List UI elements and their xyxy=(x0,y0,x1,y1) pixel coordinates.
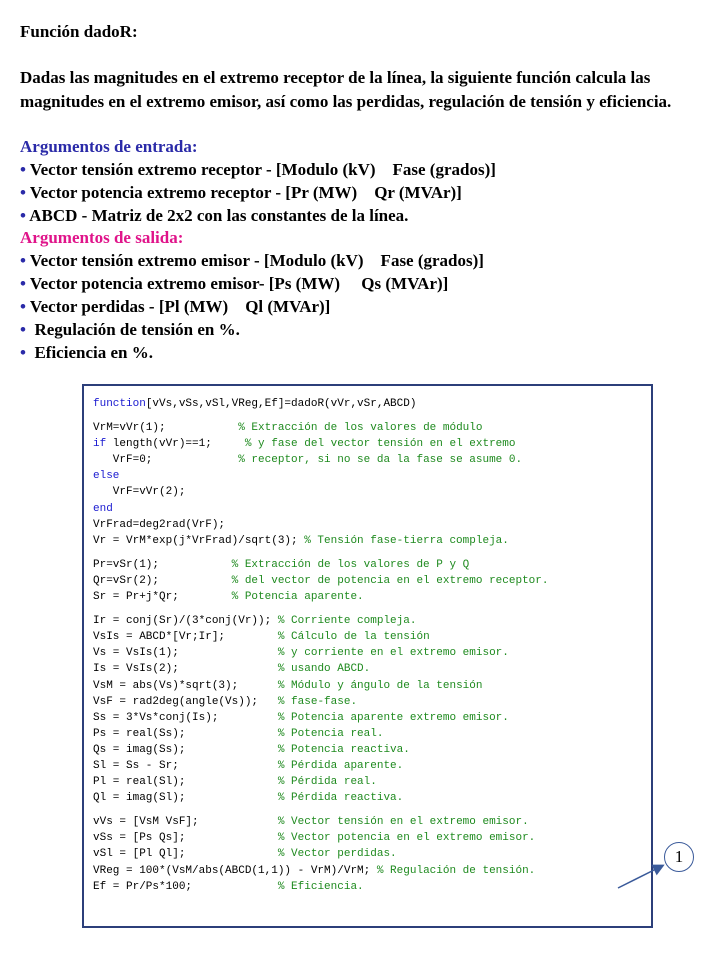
code-statement: Ir = conj(Sr)/(3*conj(Vr)); xyxy=(93,615,278,628)
code-statement: vSs = [Ps Qs]; xyxy=(93,832,278,845)
code-comment: % fase-fase. xyxy=(277,695,358,708)
code-comment: % Extracción de los valores de P y Q xyxy=(231,558,470,571)
code-comment: % Potencia aparente extremo emisor. xyxy=(277,711,509,724)
code-comment: % Cálculo de la tensión xyxy=(277,631,430,644)
output-item-text: Eficiencia en %. xyxy=(30,343,153,362)
code-comment: % del vector de potencia en el extremo receptor. xyxy=(231,574,549,587)
code-statement: vSl = [Pl Ql]; xyxy=(93,848,278,861)
code-statement: Ps = real(Ss); xyxy=(93,727,278,740)
code-statement: Ql = imag(Sl); xyxy=(93,792,278,805)
code-comment: % Tensión fase-tierra compleja. xyxy=(304,534,509,547)
code-statement: Qr=vSr(2); xyxy=(93,574,232,587)
output-item-text: Regulación de tensión en %. xyxy=(30,320,240,339)
code-statement: VsIs = ABCD*[Vr;Ir]; xyxy=(93,631,278,644)
code-statement: VrF=vVr(2); xyxy=(93,486,186,499)
code-comment: % usando ABCD. xyxy=(277,663,371,676)
callout-number-marker: 1 xyxy=(664,842,694,872)
code-statement: Sr = Pr+j*Qr; xyxy=(93,591,232,604)
output-arguments-title: Argumentos de salida: xyxy=(20,228,184,247)
code-statement: VsF = rad2deg(angle(Vs)); xyxy=(93,695,278,708)
code-keyword: else xyxy=(93,470,120,483)
intro-paragraph: Dadas las magnitudes en el extremo receptor de la línea, la siguiente función calcula las magnitudes en el extremo emisor, así como las perdidas, regulación de tensión y eficiencia. xyxy=(20,68,672,111)
bullet-icon: • xyxy=(20,274,30,293)
code-statement: VsM = abs(Vs)*sqrt(3); xyxy=(93,679,278,692)
code-comment: % Eficiencia. xyxy=(277,880,364,893)
code-comment: % y corriente en el extremo emisor. xyxy=(277,647,509,660)
code-comment: % receptor, si no se da la fase se asume 0. xyxy=(238,454,523,467)
code-comment: % Corriente compleja. xyxy=(277,615,417,628)
page-title: Función dadoR: xyxy=(20,22,138,41)
code-comment: % Regulación de tensión. xyxy=(376,864,536,877)
code-comment: % Pérdida aparente. xyxy=(277,759,404,772)
input-item-text: Vector tensión extremo receptor - [Modulo (kV) Fase (grados)] xyxy=(29,160,496,179)
bullet-icon: • xyxy=(20,160,30,179)
code-keyword: function xyxy=(93,398,146,410)
input-arguments-title: Argumentos de entrada: xyxy=(20,137,198,156)
bullet-icon: • xyxy=(20,297,30,316)
code-comment: % Potencia real. xyxy=(277,727,384,740)
code-comment: % Extracción de los valores de módulo xyxy=(238,422,483,435)
code-statement: VReg = 100*(VsM/abs(ABCD(1,1)) - VrM)/VrM; xyxy=(93,864,377,877)
code-comment: % Potencia aparente. xyxy=(231,591,364,604)
code-statement: VrFrad=deg2rad(VrF); xyxy=(93,518,226,531)
code-statement: VrM=vVr(1); xyxy=(93,422,239,435)
code-keyword: if xyxy=(93,438,107,451)
bullet-icon: • xyxy=(20,343,31,362)
code-comment: % Módulo y ángulo de la tensión xyxy=(277,679,483,692)
bullet-icon: • xyxy=(20,183,30,202)
code-comment: % Pérdida real. xyxy=(277,776,377,789)
code-comment: % Pérdida reactiva. xyxy=(277,792,404,805)
code-statement: Sl = Ss - Sr; xyxy=(93,759,278,772)
bullet-icon: • xyxy=(20,320,31,339)
bullet-icon: • xyxy=(20,251,30,270)
code-comment: % Vector tensión en el extremo emisor. xyxy=(277,816,529,829)
code-statement: Ef = Pr/Ps*100; xyxy=(93,880,278,893)
code-statement: Is = VsIs(2); xyxy=(93,663,278,676)
code-statement: vVs = [VsM VsF]; xyxy=(93,816,278,829)
output-item-text: Vector potencia extremo emisor- [Ps (MW) Qs (MVAr)] xyxy=(29,274,449,293)
code-statement: Vs = VsIs(1); xyxy=(93,647,278,660)
code-statement: Qs = imag(Ss); xyxy=(93,743,278,756)
code-statement: VrF=0; xyxy=(93,454,239,467)
code-statement: Pl = real(Sl); xyxy=(93,776,278,789)
code-statement: [vVs,vSs,vSl,VReg,Ef]=dadoR(vVr,vSr,ABCD) xyxy=(145,398,417,410)
code-statement: Ss = 3*Vs*conj(Is); xyxy=(93,711,278,724)
code-comment: % Vector perdidas. xyxy=(277,848,397,861)
code-statement: length(vVr)==1; xyxy=(106,438,245,451)
code-statement: Vr = VrM*exp(j*VrFrad)/sqrt(3); xyxy=(93,534,305,547)
code-keyword: end xyxy=(93,502,113,515)
output-item-text: Vector tensión extremo emisor - [Modulo (kV) Fase (grados)] xyxy=(29,251,484,270)
code-comment: % Potencia reactiva. xyxy=(277,743,410,756)
bullet-icon: • xyxy=(20,206,30,225)
input-item-text: ABCD - Matriz de 2x2 con las constantes de la línea. xyxy=(29,206,409,225)
input-item-text: Vector potencia extremo receptor - [Pr (MW) Qr (MVAr)] xyxy=(29,183,462,202)
code-comment: % y fase del vector tensión en el extremo xyxy=(244,438,516,451)
code-comment: % Vector potencia en el extremo emisor. xyxy=(277,832,536,845)
output-item-text: Vector perdidas - [Pl (MW) Ql (MVAr)] xyxy=(29,297,331,316)
code-statement: Pr=vSr(1); xyxy=(93,558,232,571)
